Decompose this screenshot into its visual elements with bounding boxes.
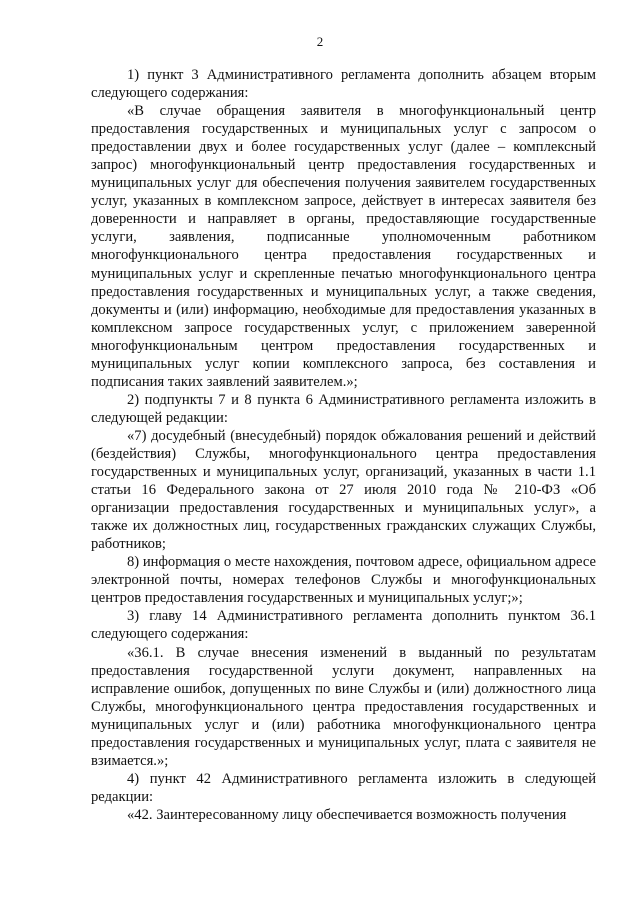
paragraph-4-subitem-7: «7) досудебный (внесудебный) порядок обжалования решений и действий (бездействия) Службы, многофункционального центра предоставления государственных и муниципальных услуг, организаций, указанных в части 1.1 статьи 16 Федерального закона от 27 июля 2010 года № 210-ФЗ «Об организации предоставления государственных и муниципальных услуг», а также их должностных лиц, государственных гражданских служащих Службы, работников;	[91, 427, 596, 553]
paragraph-2-complex-request-text: «В случае обращения заявителя в многофункциональный центр предоставления государственных и муниципальных услуг с запросом о предоставлении двух и более государственных услуг (далее – комплексный запрос) многофункциональный центр предоставления государственных и муниципальных услуг для обеспечения получения заявителем государственных услуг, указанных в комплексном запросе, действует в интересах заявителя без доверенности и направляет в органы, предоставляющие государственные услуги, заявления, подписанные уполномоченным работником многофункционального центра предоставления государственных и муниципальных услуг и скрепленные печатью многофункционального центра предоставления государственных и муниципальных услуг, а также сведения, документы и (или) информацию, необходимые для предоставления указанных в комплексном запросе государственных услуг, с приложением заверенной многофункциональным центром предоставления государственных и муниципальных услуг копии комплексного запроса, без составления и подписания таких заявлений заявителем.»;	[91, 103, 596, 390]
paragraph-5-subitem-8: 8) информация о месте нахождения, почтовом адресе, официальном адресе электронной почты, номерах телефонов Службы и многофункциональных центров предоставления государственных и муниципальных услуг;»;	[91, 554, 596, 607]
document-body	[91, 66, 596, 824]
paragraph-6-item-3-intro: 3) главу 14 Административного регламента дополнить пунктом 36.1 следующего содержания:	[91, 608, 596, 643]
paragraph-3-item-2-intro: 2) подпункты 7 и 8 пункта 6 Административного регламента изложить в следующей редакции:	[91, 391, 596, 426]
paragraph-8-item-4-intro: 4) пункт 42 Административного регламента изложить в следующей редакции:	[91, 770, 596, 805]
page-number: 2	[316, 34, 324, 49]
paragraph-1-item-1-intro: 1) пункт 3 Административного регламента дополнить абзацем вторым следующего содержания:	[91, 67, 596, 102]
paragraph-7-point-36-1: «36.1. В случае внесения изменений в выданный по результатам предоставления государственной услуги документ, направленных на исправление ошибок, допущенных по вине Службы и (или) должностного лица Службы, многофункционального центра предоставления государственных и муниципальных услуг и (или) работника многофункционального центра предоставления государственных и муниципальных услуг, плата с заявителя не взимается.»;	[91, 644, 596, 769]
paragraph-9-point-42-start: «42. Заинтересованному лицу обеспечивается возможность получения	[127, 806, 567, 823]
